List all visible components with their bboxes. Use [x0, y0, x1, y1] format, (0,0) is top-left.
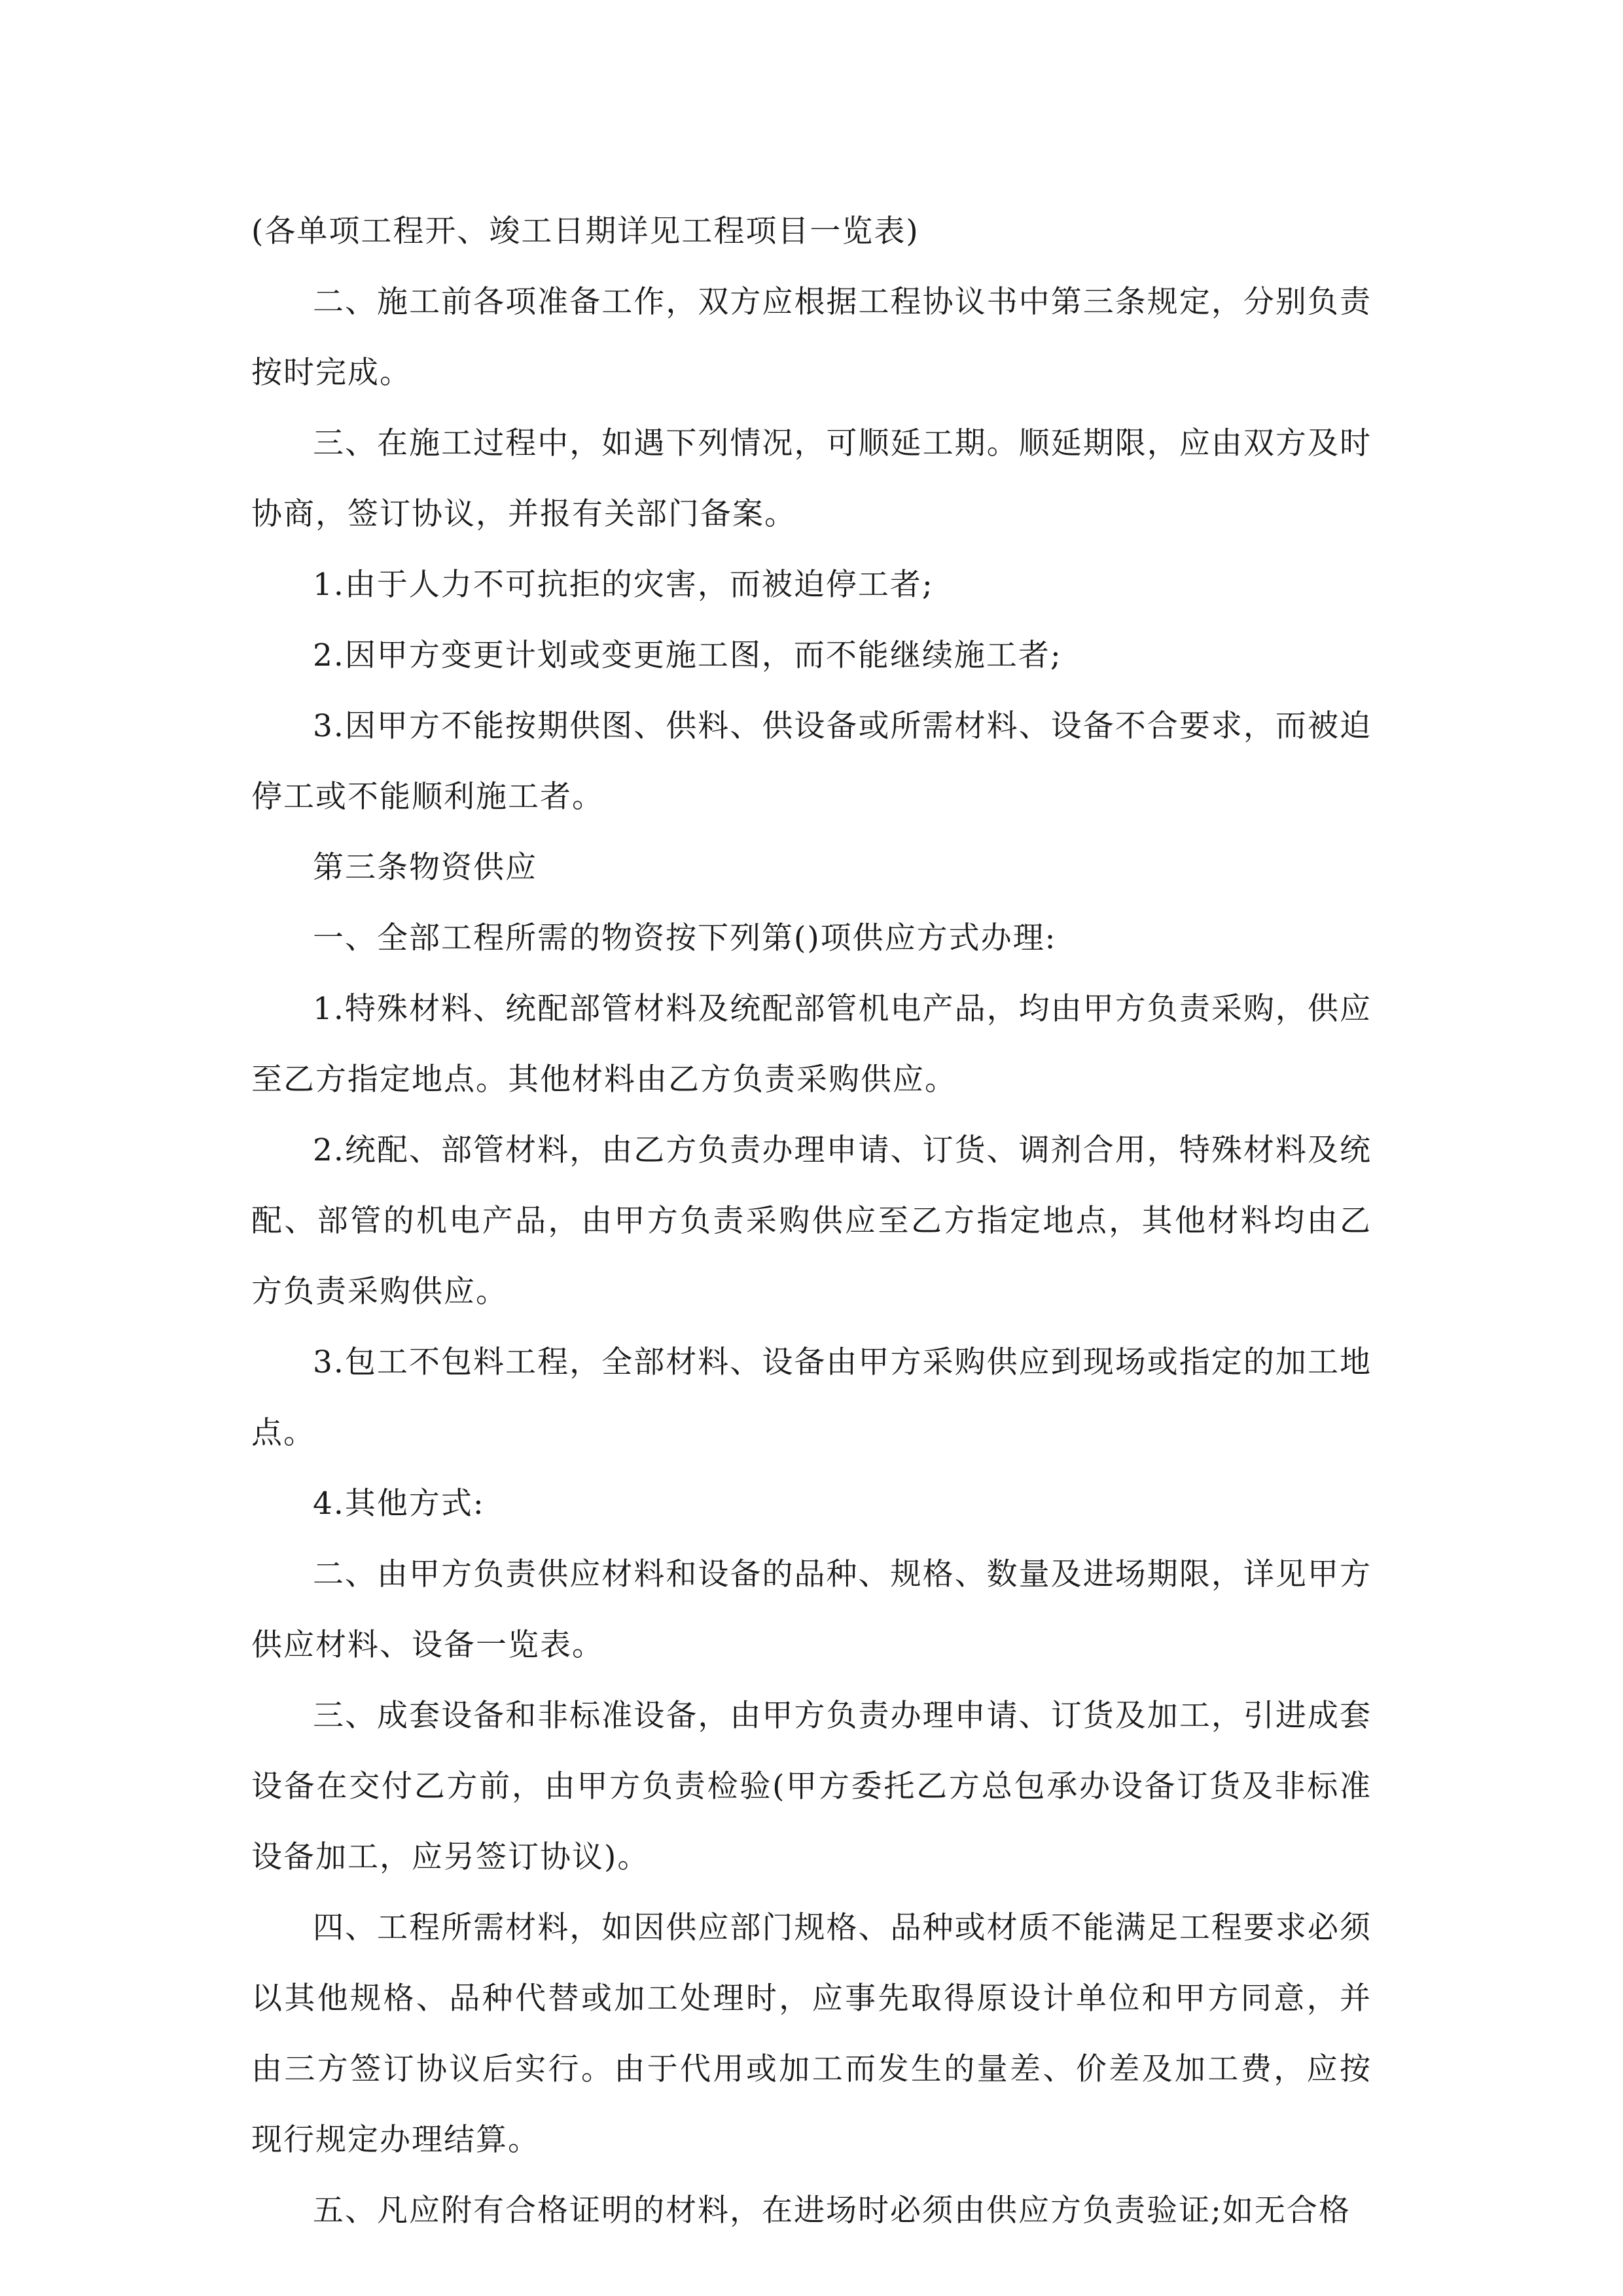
paragraph: 五、凡应附有合格证明的材料，在进场时必须由供应方负责验证;如无合格: [313, 2193, 1351, 2229]
paragraph: 四、工程所需材料，如因供应部门规格、品种或材质不能满足工程要求必须以其他规格、品种代替或加工处理时，应事先取得原设计单位和甲方同意，并由三方签订协议后实行。由于代用或加工而发生的量差、价差及加工费，应按现行规定办理结算。: [251, 1910, 1372, 2158]
list-item: 2.因甲方变更计划或变更施工图，而不能继续施工者;: [313, 637, 1062, 673]
paragraph: 三、在施工过程中，如遇下列情况，可顺延工期。顺延期限，应由双方及时协商，签订协议，并报有关部门备案。: [251, 425, 1372, 532]
paragraph: 二、由甲方负责供应材料和设备的品种、规格、数量及进场期限，详见甲方供应材料、设备一览表。: [251, 1556, 1372, 1663]
list-item: 3.包工不包料工程，全部材料、设备由甲方采购供应到现场或指定的加工地点。: [251, 1344, 1372, 1451]
paragraph: 三、成套设备和非标准设备，由甲方负责办理申请、订货及加工，引进成套设备在交付乙方前，由甲方负责检验(甲方委托乙方总包承办设备订货及非标准设备加工，应另签订协议)。: [251, 1698, 1372, 1875]
list-item: 1.特殊材料、统配部管材料及统配部管机电产品，均由甲方负责采购，供应至乙方指定地点。其他材料由乙方负责采购供应。: [251, 991, 1372, 1098]
list-item: 1.由于人力不可抗拒的灾害，而被迫停工者;: [313, 567, 934, 603]
paragraph: 一、全部工程所需的物资按下列第()项供应方式办理:: [313, 920, 1057, 956]
list-item: 2.统配、部管材料，由乙方负责办理申请、订货、调剂合用，特殊材料及统配、部管的机电产品，由甲方负责采购供应至乙方指定地点，其他材料均由乙方负责采购供应。: [251, 1132, 1372, 1310]
section-heading: 第三条物资供应: [313, 850, 537, 886]
list-item: 4.其他方式:: [313, 1486, 485, 1522]
document-body: [251, 196, 1372, 2246]
paragraph: 二、施工前各项准备工作，双方应根据工程协议书中第三条规定，分别负责按时完成。: [251, 284, 1372, 391]
list-item: 3.因甲方不能按期供图、供料、供设备或所需材料、设备不合要求，而被迫停工或不能顺利施工者。: [251, 708, 1372, 815]
paragraph: (各单项工程开、竣工日期详见工程项目一览表): [251, 213, 919, 249]
